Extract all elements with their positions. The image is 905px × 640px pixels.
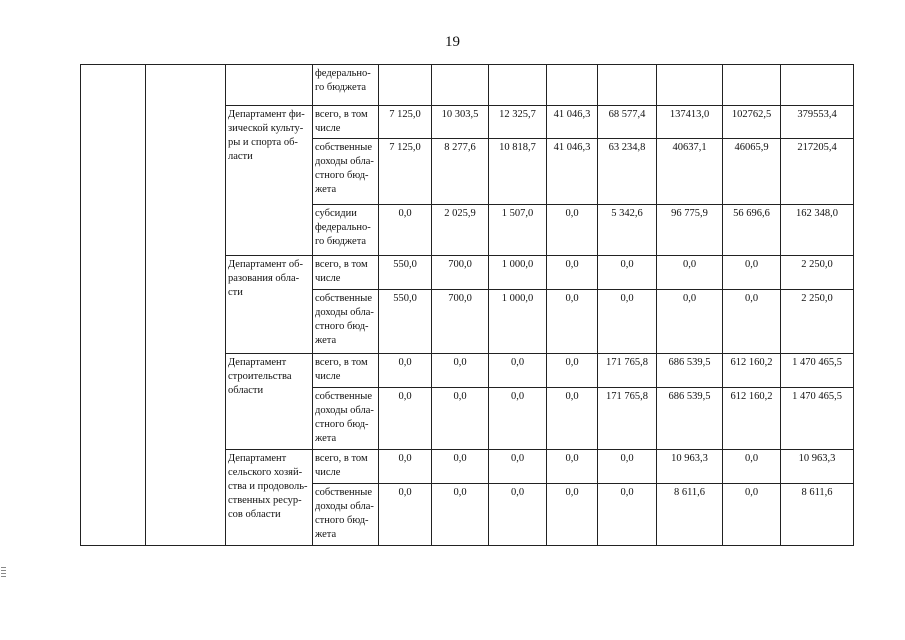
- value-cell: 8 611,6: [657, 484, 723, 546]
- value-cell: 1 507,0: [489, 205, 547, 256]
- funding-source: субсидии федерально- го бюджета: [313, 205, 379, 256]
- table-body: [81, 65, 854, 546]
- value-cell: 0,0: [489, 484, 547, 546]
- funding-source: собственные доходы обла- стного бюд- жета: [313, 290, 379, 354]
- value-cell: 0,0: [547, 354, 598, 388]
- department-cell-continued: [226, 65, 313, 106]
- funding-source: всего, в том числе: [313, 354, 379, 388]
- value-cell: 0,0: [432, 484, 489, 546]
- value-cell: 0,0: [723, 450, 781, 484]
- value-cell: 0,0: [657, 290, 723, 354]
- value-cell: 700,0: [432, 290, 489, 354]
- value-cell: 7 125,0: [379, 139, 432, 205]
- value-cell: [781, 65, 854, 106]
- margin-mark: [1, 567, 6, 579]
- value-cell: 1 000,0: [489, 290, 547, 354]
- value-cell: 8 611,6: [781, 484, 854, 546]
- value-cell: 0,0: [489, 450, 547, 484]
- value-cell: 0,0: [379, 205, 432, 256]
- value-cell: 0,0: [379, 354, 432, 388]
- value-cell: 10 818,7: [489, 139, 547, 205]
- value-cell: 0,0: [723, 290, 781, 354]
- value-cell: 0,0: [598, 256, 657, 290]
- value-cell: 10 963,3: [657, 450, 723, 484]
- value-cell: 0,0: [489, 388, 547, 450]
- department-name: Департамент строительства области: [226, 354, 313, 450]
- page-number: 19: [445, 34, 460, 50]
- value-cell: 0,0: [379, 388, 432, 450]
- funding-source: собственные доходы обла- стного бюд- жета: [313, 388, 379, 450]
- value-cell: [598, 65, 657, 106]
- value-cell: 0,0: [547, 388, 598, 450]
- value-cell: 700,0: [432, 256, 489, 290]
- value-cell: 0,0: [598, 484, 657, 546]
- value-cell: 2 025,9: [432, 205, 489, 256]
- value-cell: 2 250,0: [781, 290, 854, 354]
- value-cell: 12 325,7: [489, 106, 547, 139]
- value-cell: [379, 65, 432, 106]
- value-cell: [547, 65, 598, 106]
- value-cell: 1 470 465,5: [781, 388, 854, 450]
- funding-source: всего, в том числе: [313, 450, 379, 484]
- value-cell: 0,0: [723, 484, 781, 546]
- value-cell: 0,0: [432, 450, 489, 484]
- value-cell: [489, 65, 547, 106]
- value-cell: 0,0: [432, 354, 489, 388]
- value-cell: 0,0: [432, 388, 489, 450]
- value-cell: 162 348,0: [781, 205, 854, 256]
- value-cell: 171 765,8: [598, 388, 657, 450]
- value-cell: 0,0: [547, 205, 598, 256]
- blank-col-1: [81, 65, 146, 546]
- value-cell: 0,0: [379, 484, 432, 546]
- value-cell: 0,0: [598, 290, 657, 354]
- value-cell: 41 046,3: [547, 106, 598, 139]
- funding-source: всего, в том числе: [313, 256, 379, 290]
- value-cell: 0,0: [547, 484, 598, 546]
- value-cell: 686 539,5: [657, 354, 723, 388]
- department-name: Департамент фи- зической культу- ры и спорта об- ласти: [226, 106, 313, 256]
- value-cell: 63 234,8: [598, 139, 657, 205]
- value-cell: 0,0: [598, 450, 657, 484]
- value-cell: 612 160,2: [723, 354, 781, 388]
- value-cell: [723, 65, 781, 106]
- value-cell: [432, 65, 489, 106]
- value-cell: 10 963,3: [781, 450, 854, 484]
- value-cell: 0,0: [379, 450, 432, 484]
- value-cell: 0,0: [657, 256, 723, 290]
- value-cell: 68 577,4: [598, 106, 657, 139]
- value-cell: 550,0: [379, 290, 432, 354]
- department-name: Департамент сельского хозяй- ства и продоволь- ственных ресур- сов области: [226, 450, 313, 546]
- value-cell: 612 160,2: [723, 388, 781, 450]
- value-cell: 686 539,5: [657, 388, 723, 450]
- funding-source: собственные доходы обла- стного бюд- жета: [313, 139, 379, 205]
- department-name: Департамент об- разования обла- сти: [226, 256, 313, 354]
- blank-col-2: [146, 65, 226, 546]
- value-cell: 2 250,0: [781, 256, 854, 290]
- value-cell: 0,0: [489, 354, 547, 388]
- value-cell: 550,0: [379, 256, 432, 290]
- value-cell: 137413,0: [657, 106, 723, 139]
- value-cell: 0,0: [723, 256, 781, 290]
- value-cell: 7 125,0: [379, 106, 432, 139]
- value-cell: 171 765,8: [598, 354, 657, 388]
- value-cell: 217205,4: [781, 139, 854, 205]
- value-cell: 46065,9: [723, 139, 781, 205]
- table-row: [81, 65, 854, 106]
- funding-source: всего, в том числе: [313, 106, 379, 139]
- value-cell: 10 303,5: [432, 106, 489, 139]
- value-cell: 56 696,6: [723, 205, 781, 256]
- value-cell: 5 342,6: [598, 205, 657, 256]
- value-cell: 8 277,6: [432, 139, 489, 205]
- value-cell: 0,0: [547, 256, 598, 290]
- budget-table: [80, 64, 854, 546]
- value-cell: 1 470 465,5: [781, 354, 854, 388]
- value-cell: 379553,4: [781, 106, 854, 139]
- value-cell: 1 000,0: [489, 256, 547, 290]
- value-cell: 96 775,9: [657, 205, 723, 256]
- value-cell: 0,0: [547, 450, 598, 484]
- funding-source: федерально- го бюджета: [313, 65, 379, 106]
- value-cell: 102762,5: [723, 106, 781, 139]
- funding-source: собственные доходы обла- стного бюд- жета: [313, 484, 379, 546]
- value-cell: [657, 65, 723, 106]
- value-cell: 40637,1: [657, 139, 723, 205]
- value-cell: 0,0: [547, 290, 598, 354]
- value-cell: 41 046,3: [547, 139, 598, 205]
